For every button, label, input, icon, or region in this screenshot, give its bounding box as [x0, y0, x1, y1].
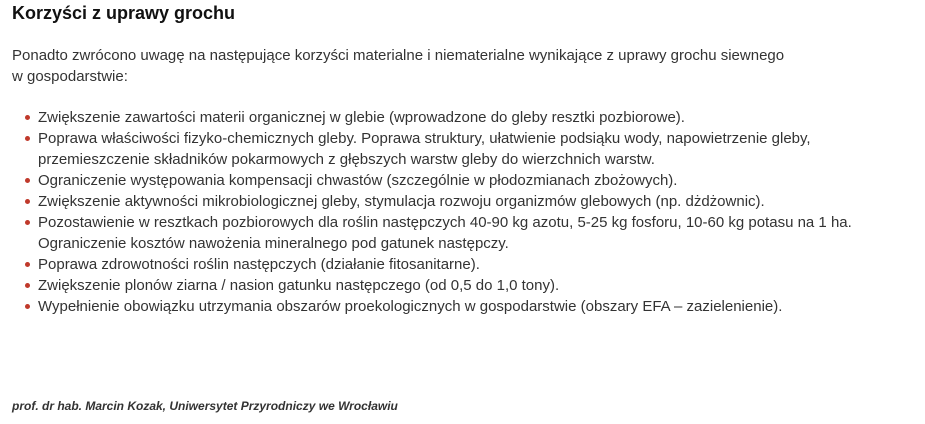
bullet-icon	[25, 199, 30, 204]
intro-line-2: w gospodarstwie:	[12, 68, 128, 85]
bullet-icon	[25, 262, 30, 267]
list-item	[12, 212, 917, 254]
benefits-list	[12, 107, 917, 317]
article	[12, 0, 917, 317]
bullet-icon	[25, 136, 30, 141]
bullet-icon	[25, 115, 30, 120]
list-item	[12, 128, 917, 170]
bullet-icon	[25, 178, 30, 183]
list-item-text: Ograniczenie występowania kompensacji chwastów (szczególnie w płodozmianach zbożowych).	[38, 172, 678, 189]
list-item	[12, 254, 917, 275]
list-item	[12, 170, 917, 191]
list-item-text: Poprawa właściwości fizyko-chemicznych gleby. Poprawa struktury, ułatwienie podsiąku wody, napowietrzenie gleby,	[38, 130, 811, 147]
page-title: Korzyści z uprawy grochu	[12, 3, 236, 23]
intro-paragraph	[12, 45, 917, 87]
list-item	[12, 275, 917, 296]
bullet-icon	[25, 283, 30, 288]
list-item	[12, 296, 917, 317]
list-item-text: Pozostawienie w resztkach pozbiorowych dla roślin następczych 40-90 kg azotu, 5-25 kg fosforu, 10-60 kg potasu na 1 ha.	[38, 214, 852, 231]
list-item	[12, 107, 917, 128]
author-credit: prof. dr hab. Marcin Kozak, Uniwersytet Przyrodniczy we Wrocławiu	[12, 399, 398, 413]
list-item-text: Zwiększenie zawartości materii organicznej w glebie (wprowadzone do gleby resztki pozbiorowe).	[38, 109, 685, 126]
list-item-text-continued: Ograniczenie kosztów nawożenia mineralnego pod gatunek następczy.	[38, 235, 509, 252]
intro-line-1: Ponadto zwrócono uwagę na następujące korzyści materialne i niematerialne wynikające z uprawy grochu siewnego	[12, 47, 785, 64]
bullet-icon	[25, 220, 30, 225]
list-item-text-continued: przemieszczenie składników pokarmowych z głębszych warstw gleby do wierzchnich warstw.	[38, 151, 655, 168]
list-item	[12, 191, 917, 212]
list-item-text: Wypełnienie obowiązku utrzymania obszarów proekologicznych w gospodarstwie (obszary EFA – zazielenienie).	[38, 298, 783, 315]
list-item-text: Zwiększenie plonów ziarna / nasion gatunku następczego (od 0,5 do 1,0 tony).	[38, 277, 560, 294]
list-item-text: Poprawa zdrowotności roślin następczych (działanie fitosanitarne).	[38, 256, 480, 273]
bullet-icon	[25, 304, 30, 309]
list-item-text: Zwiększenie aktywności mikrobiologicznej gleby, stymulacja rozwoju organizmów glebowych (np. dżdżownic).	[38, 193, 765, 210]
